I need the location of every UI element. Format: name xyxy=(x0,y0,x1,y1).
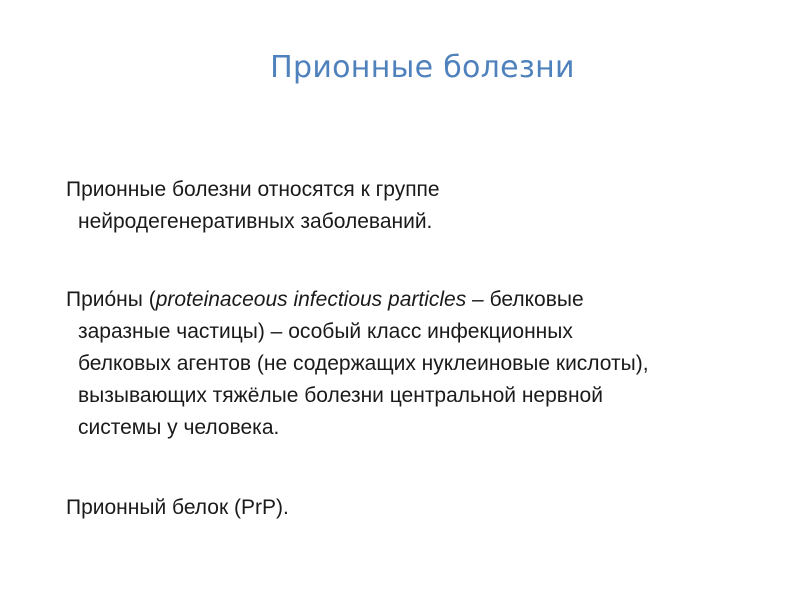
text-line: Прионный белок (PrP). xyxy=(66,496,289,519)
slide-title: Прионные болезни xyxy=(270,50,575,85)
paragraph-prion-protein xyxy=(66,492,289,524)
text-segment: Прио́ны ( xyxy=(66,288,156,311)
paragraph-prions xyxy=(66,284,649,444)
paragraph-definition xyxy=(66,174,440,238)
text-line: системы у человека. xyxy=(78,416,280,439)
text-line: Прионные болезни относятся к группе xyxy=(66,178,440,201)
text-line: заразные частицы) – особый класс инфекционных xyxy=(78,320,573,343)
text-line: нейродегенеративных заболеваний. xyxy=(78,210,433,233)
text-line xyxy=(66,284,649,316)
text-line: вызывающих тяжёлые болезни центральной нервной xyxy=(78,384,603,407)
text-line: белковых агентов (не содержащих нуклеиновые кислоты), xyxy=(78,352,649,375)
text-segment: – белковые xyxy=(466,288,584,311)
italic-term: proteinaceous infectious particles xyxy=(155,288,467,311)
